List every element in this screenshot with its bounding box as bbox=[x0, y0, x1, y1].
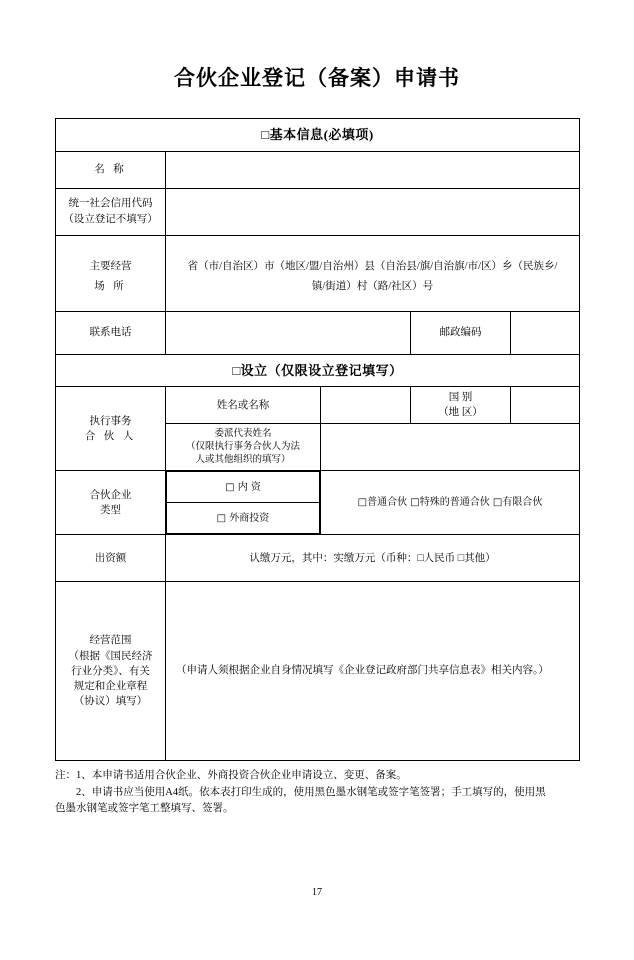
footer-note-line1: 注：1、本申请书适用合伙企业、外商投资合伙企业申请设立、变更、备案。 bbox=[55, 770, 407, 782]
table-row bbox=[56, 582, 580, 761]
section-heading-establish: □设立（仅限设立登记填写） bbox=[56, 354, 580, 387]
page-title: 合伙企业登记（备案）申请书 bbox=[174, 66, 460, 90]
label-phone: 联系电话 bbox=[56, 311, 166, 354]
table-row bbox=[56, 188, 580, 235]
table-row bbox=[56, 119, 580, 152]
label-delegated-rep bbox=[166, 424, 321, 471]
label-delegated-rep-line1: 委派代表姓名 bbox=[214, 429, 272, 440]
label-name-or-title: 姓名或名称 bbox=[166, 387, 321, 424]
label-name: 名 称 bbox=[56, 151, 166, 188]
table-row bbox=[56, 311, 580, 354]
address-text-line1: 省（市/自治区）市（地区/盟/自治州）县（自治县/旗/自治旗/市/区）乡（民族乡/ bbox=[187, 260, 558, 272]
table-row bbox=[56, 151, 580, 188]
application-form-table bbox=[55, 118, 580, 761]
field-name-value[interactable] bbox=[166, 151, 580, 188]
field-phone-value[interactable] bbox=[166, 311, 411, 354]
label-partnership-type-line1: 合伙企业 bbox=[89, 489, 132, 501]
label-credit-code bbox=[56, 188, 166, 235]
label-delegated-rep-line2: （仅限执行事务合伙人为法 bbox=[185, 442, 300, 453]
label-country-line1: 国 别 bbox=[448, 392, 473, 403]
label-partnership-type bbox=[56, 471, 166, 535]
checkbox-group-partnership-kind[interactable]: □普通合伙 □特殊的普通合伙 □有限合伙 bbox=[321, 471, 580, 535]
checkbox-domestic-capital[interactable]: □ 内 资 bbox=[167, 472, 320, 503]
label-address-line1: 主要经营 bbox=[89, 260, 132, 272]
label-business-scope-line3: 行业分类》、有关 bbox=[71, 665, 150, 677]
label-executive-partner-line2: 合 伙 人 bbox=[84, 430, 137, 442]
label-credit-code-line2: （设立登记不填写） bbox=[63, 213, 158, 225]
table-row bbox=[56, 387, 580, 424]
label-country-line2: （地 区） bbox=[438, 407, 483, 419]
table-row bbox=[56, 354, 580, 387]
field-postcode-value[interactable] bbox=[511, 311, 580, 354]
label-country bbox=[411, 387, 511, 424]
label-business-scope-line5: （协议）填写） bbox=[73, 696, 148, 708]
field-capital-value[interactable]: 认缴万元，其中：实缴万元（币种：□人民币 □其他） bbox=[166, 535, 580, 582]
label-executive-partner bbox=[56, 387, 166, 471]
label-business-scope-line2: （根据《国民经济 bbox=[68, 650, 153, 662]
label-credit-code-line1: 统一社会信用代码 bbox=[68, 198, 153, 210]
field-credit-code-value[interactable] bbox=[166, 188, 580, 235]
partnership-type-inner-table bbox=[166, 471, 320, 534]
section-heading-basic: □基本信息(必填项) bbox=[56, 119, 580, 152]
label-delegated-rep-line3: 人或其他组织的填写） bbox=[195, 454, 291, 465]
table-row bbox=[56, 535, 580, 582]
label-partnership-type-line2: 类型 bbox=[100, 504, 121, 516]
checkbox-foreign-investment[interactable]: □ 外商投资 bbox=[167, 503, 320, 534]
field-name-or-title-value[interactable] bbox=[321, 387, 411, 424]
footer-notes bbox=[55, 768, 579, 817]
business-scope-note: （申请人须根据企业自身情况填写《企业登记政府部门共享信息表》相关内容。） bbox=[176, 664, 549, 676]
list-item bbox=[167, 472, 320, 503]
label-capital: 出资额 bbox=[56, 535, 166, 582]
list-item bbox=[167, 503, 320, 534]
page-number: 17 bbox=[312, 887, 322, 898]
field-address-value[interactable] bbox=[166, 235, 580, 311]
address-text-line2: 镇/街道）村（路/社区）号 bbox=[311, 280, 434, 292]
label-executive-partner-line1: 执行事务 bbox=[89, 415, 132, 427]
table-row bbox=[56, 235, 580, 311]
label-business-scope-line1: 经营范围 bbox=[89, 635, 132, 647]
footer-note-line2: 2、申请书应当使用A4纸。依本表打印生成的，使用黑色墨水钢笔或签字笔签署；手工填写的，使用黑 bbox=[76, 786, 546, 798]
table-row bbox=[56, 471, 580, 535]
partnership-type-options bbox=[166, 471, 321, 535]
label-address-line2: 场 所 bbox=[94, 280, 127, 292]
label-business-scope-line4: 规定和企业章程 bbox=[73, 681, 148, 693]
field-country-value[interactable] bbox=[511, 387, 580, 424]
label-postcode: 邮政编码 bbox=[411, 311, 511, 354]
label-business-scope bbox=[56, 582, 166, 761]
field-delegated-rep-value[interactable] bbox=[321, 424, 580, 471]
label-address bbox=[56, 235, 166, 311]
field-business-scope-value[interactable] bbox=[166, 582, 580, 761]
footer-note-line3: 色墨水钢笔或签字笔工整填写、签署。 bbox=[55, 802, 234, 814]
document-page bbox=[0, 62, 634, 960]
